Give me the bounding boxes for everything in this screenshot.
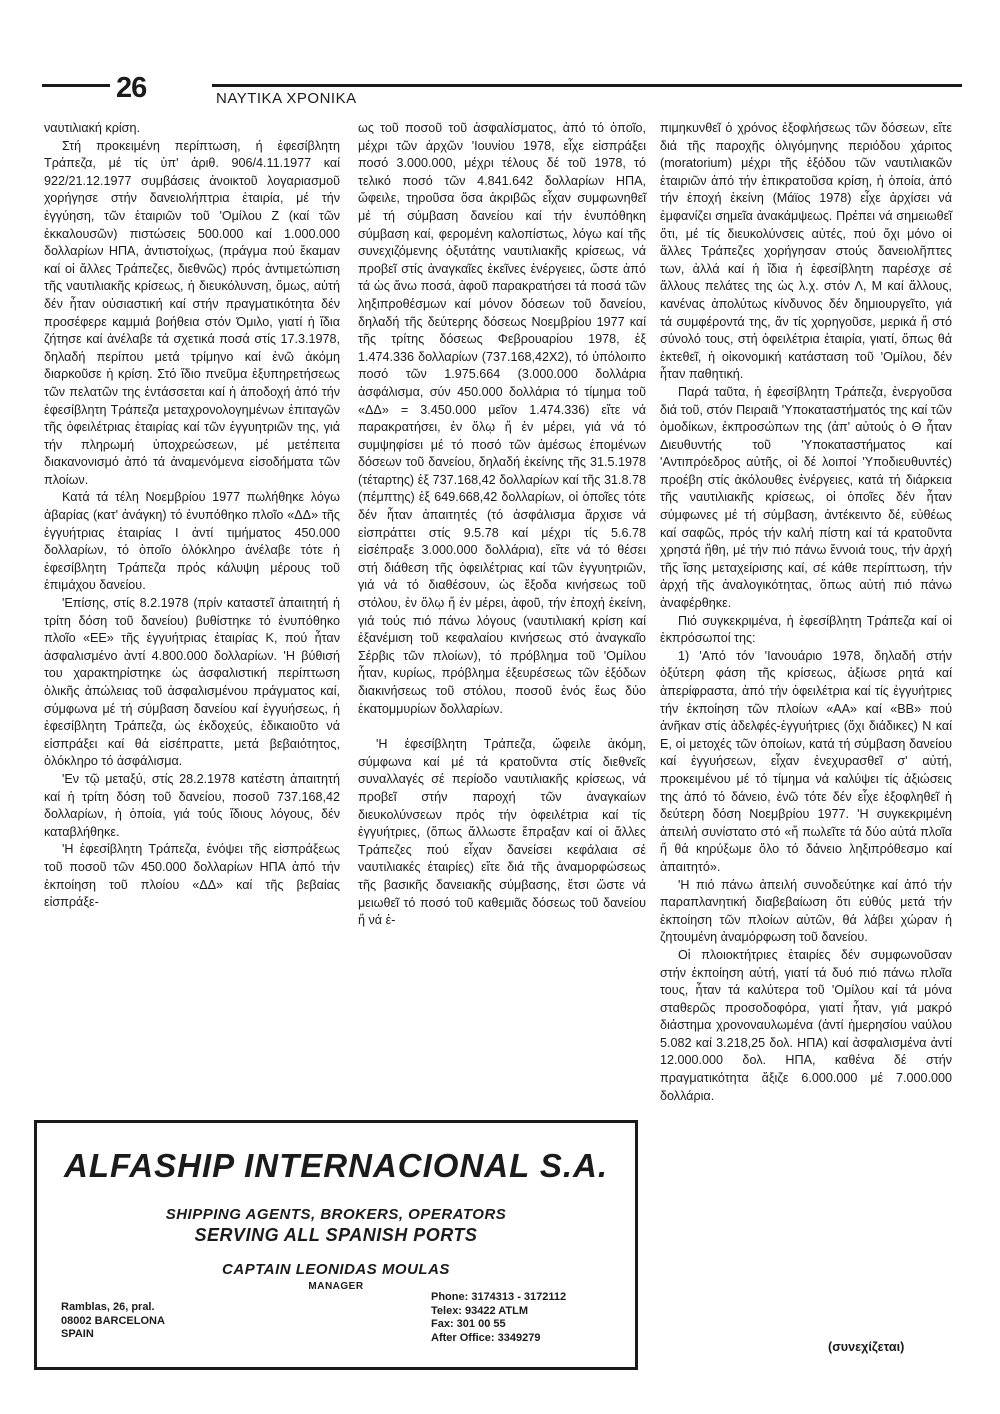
ad-company-name: ALFASHIP INTERNACIONAL S.A. bbox=[63, 1147, 609, 1184]
advertisement-box bbox=[34, 1120, 638, 1370]
address-line: SPAIN bbox=[61, 1328, 94, 1340]
article-column-1 bbox=[44, 120, 340, 912]
contact-line: Telex: 93422 ATLM bbox=[431, 1304, 528, 1317]
paragraph: 'Η πιό πάνω ἀπειλή συνοδεύτηκε καί ἀπό τήν παραπλανητική διαβεβαίωση ὅτι εὐθύς μετά τήν ἐκποίηση τῶν πλοίων αὐτῶν, θά λάβει χώραν ἡ ζητουμένη ἀναμόρφωση τοῦ δανείου. bbox=[660, 877, 952, 945]
ad-captain: CAPTAIN LEONIDAS MOULAS bbox=[222, 1261, 450, 1278]
article-column-3 bbox=[660, 120, 952, 1105]
paragraph: ναυτιλιακή κρίση. bbox=[44, 121, 140, 135]
continued-label: (συνεχίζεται) bbox=[828, 1340, 905, 1354]
ad-address bbox=[61, 1301, 165, 1342]
paragraph: Παρά ταῦτα, ἡ ἐφεσίβλητη Τράπεζα, ἐνεργοῦσα διά τοῦ, στόν Πειραιᾶ 'Υποκαταστήματός της καί τῶν ὁμοδίκων, ἐκπροσώπων της (ἀπ' αὐτούς ὁ Θ ἦταν Διευθυντής τοῦ 'Υποκαταστήματος καί 'Αντιπρόεδρος αὐτῆς, οἱ δέ λοιποί 'Υποδιευθυντές) προέβη στίς ἀκόλουθες ἐνέργειες, κατά τή διάρκεια τῆς ναυτιλιακῆς κρίσεως, οἱ ὁποῖες δέν ἦταν σύμφωνες μέ τή σύμβαση, ἀντέκειντο δέ, εὐθέως καί σαφῶς, πρός τήν καλή πίστη καί τά κρατοῦντα χρηστά ἤθη, μέ τήν πιό πάνω ἔννοιά τους, τήν ἀρχή τῆς ἴσης μεταχείρισης καί, σέ κάθε περίπτωση, τήν ἀρχή τῆς ἀναλογικότητας, ὅπως αὐτή πιό πάνω ἀναφέρθηκε. bbox=[660, 384, 952, 611]
address-line: 08002 BARCELONA bbox=[61, 1314, 165, 1327]
paragraph: πιμηκυνθεῖ ὁ χρόνος ἐξοφλήσεως τῶν δόσεων, εἴτε διά τῆς παροχῆς ὀλιγόμηνης περιόδου χάριτος (moratorium) μέχρι τῆς ἐξόδου τῶν ναυτιλιακῶν ἑταιριῶν ἀπό τήν ἐπικρατοῦσα κρίση, ἡ ὁποία, ἀπό τήν ἐποχή ἐκείνη (Μάϊος 1978) εἶχε ἀρχίσει νά ἐμφανίζει σημεῖα ἀνακάμψεως. Πρέπει νά σημειωθεῖ ὅτι, μέ τίς διευκολύνσεις αὐτές, πού ὄχι μόνο οἱ ἄλλες Τράπεζες χορήγησαν στούς δανειολῆπτες των, ἀλλά καί ἡ ἴδια ἡ ἐφεσίβλητη παρέσχε σέ ἄλλους πελάτες της ὡς λ.χ. στόν Λ, Μ καί ἄλλους, κανένας ἀπολύτως κίνδυνος δέν δημιουργεῖτο, γιά τά συμφέροντά της, ἄν τίς χορηγοῦσε, μερικά ἤ στό σύνολό τους, στή ὀφειλέτρια ἑταιρία, γιατί, ὅπως θά ἐκτεθεῖ, ἡ οἰκονομική κατάσταση τοῦ 'Ομίλου, δέν ἦταν παθητική. bbox=[660, 121, 952, 382]
paragraph: Στή προκειμένη περίπτωση, ή ἐφεσίβλητη Τράπεζα, μέ τίς ὑπ' ἀριθ. 906/4.11.1977 καί 922/21.12.1977 συμβάσεις ἀνοικτοῦ λογαριασμοῦ χορήγησε στήν δανειολήπτρια ἑταιρία, μέ τήν ἐγγύηση, τῶν ἑταιριῶν τοῦ 'Ομίλου Ζ (καί τῶν ἐκκαλουσῶν) πιστώσεις 500.000 καί 1.000.000 δολλαρίων ΗΠΑ, ἀντιστοίχως, (πράγμα πού ἔκαμαν καί οἱ ἄλλες Τράπεζες, διεθνῶς) πρός ἀντιμετώπιση τῆς ναυτιλιακῆς κρίσεως, ἡ διευκόλυνση, ὅμως, αὐτή δέν ἦταν οὐσιαστική καί στήν πραγματικότητα δέν προσέφερε καμμιά βοήθεια στόν Όμιλο, γιατί ἡ ἴδια ζήτησε καί ἀνέλαβε τά σχετικά ποσά στίς 17.3.1978, δηλαδή περίπου μετά τρίμηνο καί ἐνῶ ἀκόμη διαρκοῦσε ἡ κρίση. Στό ἴδιο πνεῦμα ἐξυπηρετήσεως τῶν πελατῶν της ἐντάσσεται καί ἡ ἀποδοχή ἀπό τήν ἐφεσίβλητη Τράπεζα μεταχρονολογημένων ἐπιταγῶν τῆς ὀφειλέτριας ἑταιρίας καί τῶν ἐγγυητριῶν της, γιά τήν πληρωμή ὑποχρεώσεων, μέ μετέπειτα διακανονισμό ἀπό τά ἀναμενόμενα εἰσοδήματα τῶν πλοίων. bbox=[44, 138, 340, 487]
paragraph: Κατά τά τέλη Νοεμβρίου 1977 πωλήθηκε λόγω ἀβαρίας (κατ' ἀνάγκη) τό ἐνυπόθηκο πλοῖο «ΔΔ» τῆς ἐγγυήτριας ἑταιρίας Ι ἀντί τιμήματος 450.000 δολλαρίων, τό ὁποῖο ὁλόκληρο ἀνέλαβε τότε ἡ ἐφεσίβλητη Τράπεζα πρός κάλυψη μέρους τοῦ ἐπιμάχου δανείου. bbox=[44, 490, 340, 593]
paragraph: 1) 'Από τόν 'Ιανουάριο 1978, δηλαδή στήν ὀξύτερη φάση τῆς κρίσεως, ἀξίωσε ρητά καί ἀπερίφραστα, ἀπό τήν ὀφειλέτρια καί τίς ἐγγυήτριες τήν ἐκποίηση τῶν πλοίων «ΑΑ» καί «ΒΒ» πού ἀνῆκαν στίς ἀδελφές-ἐγγυήτριες (ὄχι διάδικες) Ν καί Ε, οἱ μετοχές τῶν ὁποίων, κατά τή σύμβαση δανείου καί ἐγγυήσεων, εἶχαν ἐνεχυρασθεῖ σ' αὐτή, προκειμένου μέ τό τίμημα νά καλύψει τίς ἀξιώσεις της ἀπό τό δάνειο, ἐνῶ τότε δέν εἶχε ἐξοφληθεῖ ἡ δεύτερη δόση Νοεμβρίου 1977. 'Η συγκεκριμένη ἀπειλή συνίστατο στό «ἤ πωλεῖτε τά δύο αὐτά πλοῖα ἤ θά κηρύξωμε ὅλο τό δάνειο ληξιπρόθεσμο καί ἀπαιτητό». bbox=[660, 648, 952, 874]
page-header bbox=[42, 72, 962, 112]
header-rule-left bbox=[42, 84, 110, 87]
contact-line: After Office: 3349279 bbox=[431, 1331, 541, 1344]
paragraph: Οἱ πλοιοκτήτριες ἑταιρίες δέν συμφωνοῦσαν στήν ἐκποίηση αὐτή, γιατί τά δυό πιό πάνω πλοῖα τους, ἦταν τά καλύτερα τοῦ 'Ομίλου καί τά μόνα σταθερῶς προσοδοφόρα, γιατί ἦταν, γιά μακρό διάστημα χρονοναυλωμένα (ἀντί ἡμερησίου ναύλου 5.082 καί 3.218,25 δολ. ΗΠΑ) καί ἀσφαλισμένα ἀντί 12.000.000 δολ. ΗΠΑ, καθένα δέ στήν πραγματικότητα ἄξιζε 6.000.000 μέ 7.000.000 δολλάρια. bbox=[660, 947, 952, 1103]
contact-line: Fax: 301 00 55 bbox=[431, 1318, 506, 1330]
paragraph: Πιό συγκεκριμένα, ἡ ἐφεσίβλητη Τράπεζα καί οἱ ἐκπρόσωποί της: bbox=[660, 613, 952, 646]
paragraph: 'Εν τῷ μεταξύ, στίς 28.2.1978 κατέστη ἀπαιτητή καί ἡ τρίτη δόση τοῦ δανείου, ποσοῦ 737.168,42 δολλαρίων, ἡ ὁποία, γιά τούς ἴδιους λόγους, δέν καταβλήθηκε. bbox=[44, 771, 340, 839]
ad-ports: SERVING ALL SPANISH PORTS bbox=[194, 1225, 478, 1245]
page-number: 26 bbox=[116, 72, 147, 104]
article-column-2 bbox=[358, 120, 646, 930]
contact-line: Phone: 3174313 - 3172112 bbox=[431, 1291, 567, 1303]
ad-services: SHIPPING AGENTS, BROKERS, OPERATORS bbox=[165, 1206, 507, 1223]
paragraph: ως τοῦ ποσοῦ τοῦ ἀσφαλίσματος, ἀπό τό ὁποῖο, μέχρι τῶν ἀρχῶν 'Ιουνίου 1978, εἶχε εἰσπράξει ποσό 3.000.000, μέχρι τέλους δέ τοῦ 1978, τό τελικό ποσό τῶν 4.841.642 δολλαρίων ΗΠΑ, ὤφειλε, τηροῦσα ὅσα ἀκριβῶς εἶχαν συμφωνηθεῖ μέ τή σύμβαση δανείου καί τήν ἐνυπόθηκη σύμβαση καί, φερομένη καλοπίστως, λόγω καί τῆς συνεχιζόμενης ὀξυτάτης ναυτιλιακῆς κρίσεως, νά προβεῖ στίς ἀναγκαῖες ἐκεῖνες ἐνέργειες, ὥστε ἀπό τά ὡς ἄνω ποσά, ἀφοῦ παρακρατήσει τά ποσά τῶν ληξιπροθέσμων καί μόνον δόσεων τοῦ δανείου, δηλαδή τῆς δεύτερης δόσεως Νοεμβρίου 1977 καί τῆς τρίτης δόσεως Φεβρουαρίου 1978, ἐξ 1.474.336 δολλαρίων (737.168,42Χ2), τό ὑπόλοιπο ποσό τῶν 1.975.664 (3.000.000 δολλάρια ἀσφάλισμα, σύν 450.000 δολλάρια τό τίμημα τοῦ «ΔΔ» = 3.450.000 μεῖον 1.474.336) εἴτε νά παρακρατήσει, ἐν ὅλῳ ἤ ἐν μέρει, γιά νά τό συμψηφίσει μέ τό ποσό τῶν ἀμέσως ἑπομένων δόσεων τοῦ δανείου, δηλαδή ἐκείνης τῆς 31.5.1978 (τέταρτης) ἐξ 737.168,42 δολλαρίων καί τῆς 31.8.78 (πέμπτης) ἐξ 649.668,42 δολλαρίων, οἱ ὁποῖες τότε δέν ἦταν ἀπαιτητές (τό ἀσφάλισμα ἄρχισε νά εἰσπράττει στίς 9.5.78 καί μέχρι τίς 5.6.78 εἰσέπραξε 3.000.000 δολλάρια), εἴτε νά τό θέσει στή διάθεση τῆς ὀφειλέτριας καί τῶν ἐγγυητριῶν, γιά νά τό διαθέσουν, ὡς ἔξοδα κινήσεως τοῦ στόλου, ἐν ὅλῳ ἤ ἐν μέρει, ἀφοῦ, τήν ἐποχή ἐκείνη, γιά τούς πιό πάνω λόγους (ναυτιλιακή κρίση καί ἐξανέμιση τοῦ κεφαλαίου κινήσεως στό ἀναγκαῖο Σέρβις τῶν πλοίων), τό πρόβλημα τοῦ 'Ομίλου ἦταν, κυρίως, πρόβλημα ἐξευρέσεως τῶν ἐξόδων διακινήσεως τοῦ στόλου, ποσοῦ ἑνός ἕως δύο ἑκατομμυρίων δολλαρίων. bbox=[358, 121, 646, 716]
paragraph: 'Επίσης, στίς 8.2.1978 (πρίν καταστεῖ ἀπαιτητή ἡ τρίτη δόση τοῦ δανείου) βυθίστηκε τό ἐνυπόθηκο πλοῖο «ΕΕ» τῆς ἐγγυήτριας ἑταιρίας Κ, πού ἦταν ἀσφαλισμένο ἀντί 4.800.000 δολλαρίων. 'Η βύθισή του χαρακτηρίστηκε ὡς ἀσφαλιστική περίπτωση ὁλικῆς ἀπώλειας τοῦ ἀσφαλισμένου πράγματος καί, σύμφωνα μέ τή σύμβαση δανείου καί ἐγγυήσεως, ἡ ἐφεσίβλητη Τράπεζα, ὡς ἐκδοχεύς, ἐδικαιοῦτο νά εἰσπράξει καί θά εἰσέπραττε, μετά βεβαιότητος, ὁλόκληρο τό ἀσφάλισμα. bbox=[44, 596, 340, 769]
publication-title: ΝΑΥΤΙΚΑ ΧΡΟΝΙΚΑ bbox=[216, 90, 357, 107]
ad-contacts bbox=[431, 1291, 566, 1345]
ad-role: MANAGER bbox=[308, 1281, 364, 1292]
paragraph: 'Η ἐφεσίβλητη Τράπεζα, ἐνόψει τῆς εἰσπράξεως τοῦ ποσοῦ τῶν 450.000 δολλαρίων ΗΠΑ ἀπό τήν ἐκποίηση τοῦ πλοίου «ΔΔ» καί τῆς βεβαίας εἰσπράξε- bbox=[44, 842, 340, 910]
address-line: Ramblas, 26, pral. bbox=[61, 1301, 155, 1313]
header-rule-right bbox=[212, 84, 962, 87]
paragraph: 'Η ἐφεσίβλητη Τράπεζα, ὤφειλε ἀκόμη, σύμφωνα καί μέ τά κρατοῦντα στίς διεθνεῖς συναλλαγές σέ περίοδο ναυτιλιακῆς κρίσεως, νά προβεῖ στήν παροχή τῶν ἀναγκαίων διευκολύνσεων πρός τήν ὀφειλέτρια καί τίς ἐγγυήτριες, (ὅπως ἄλλωστε ἔπραξαν καί οἱ ἄλλες Τράπεζες πού εἶχαν δανείσει κεφάλαια σέ ναυτιλιακές ἑταιρίες) εἴτε διά τῆς ἀναμορφώσεως τῆς βασικῆς δανειακῆς σύμβασης, ἔτσι ὥστε νά μειωθεῖ τό ποσό τοῦ καθεμιᾶς δόσεως τοῦ δανείου ἤ νά ἐ- bbox=[358, 737, 646, 928]
